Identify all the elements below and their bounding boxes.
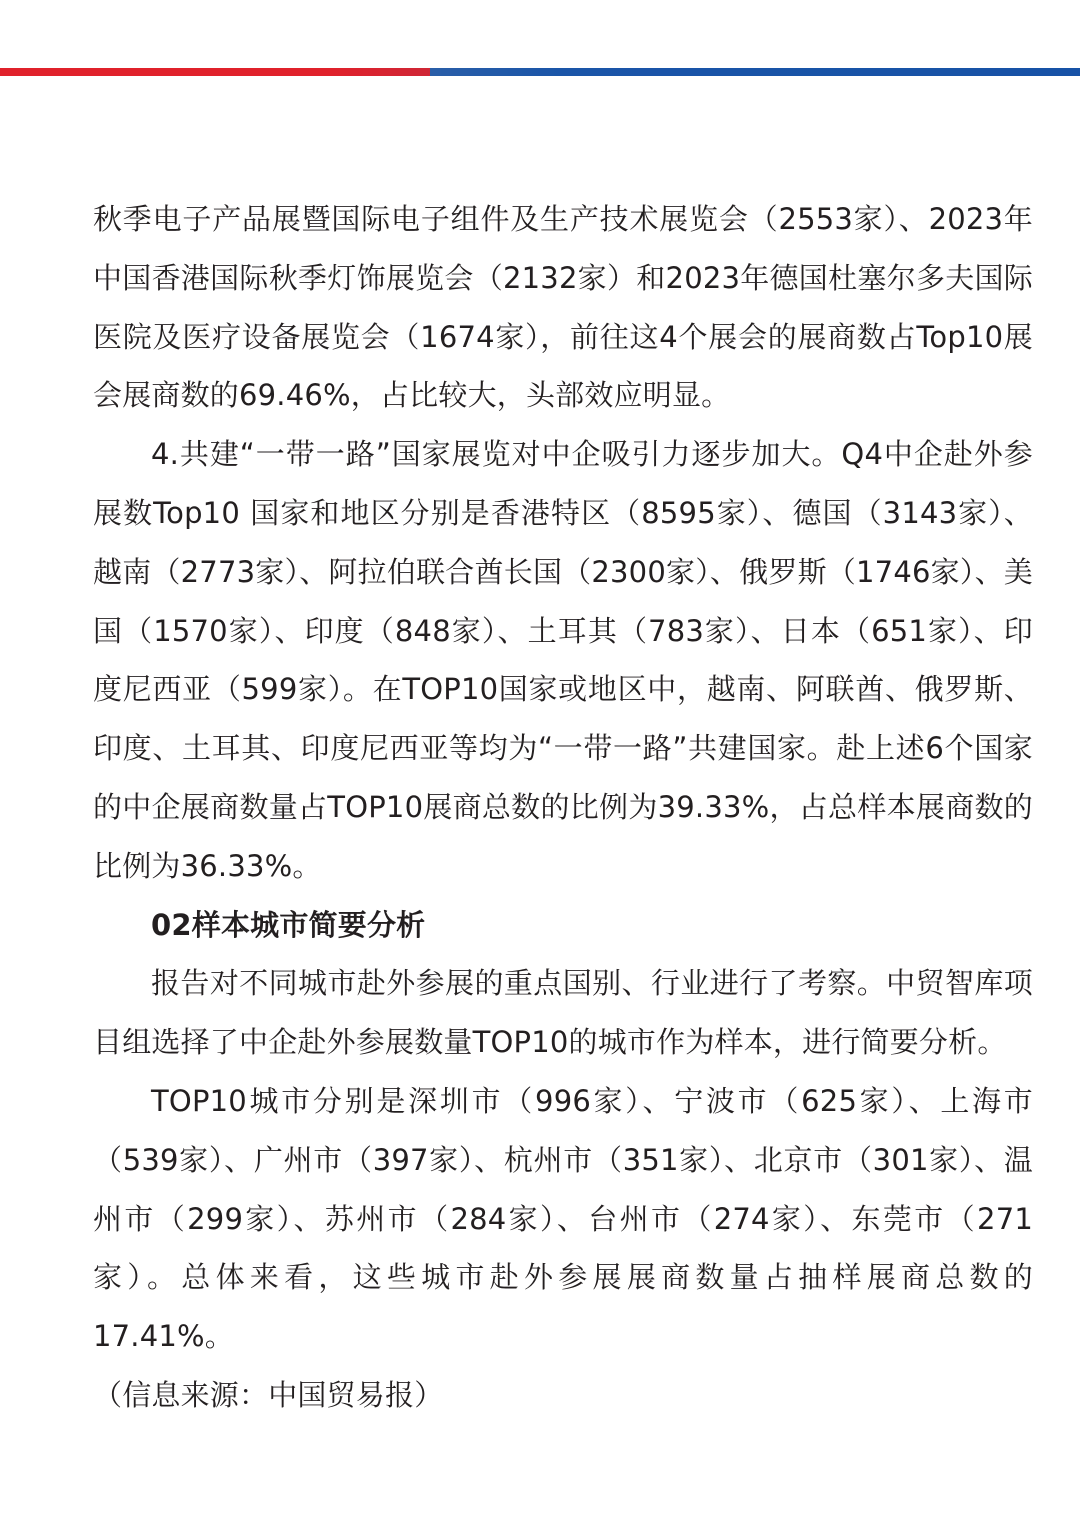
paragraph-exhibitions-continued: 秋季电子产品展暨国际电子组件及生产技术展览会（2553家）、2023年中国香港国际秋季灯饰展览会（2132家）和2023年德国杜塞尔多夫国际医院及医疗设备展览会（1674家），前往这4个展会的展商数占Top10展会展商数的69.46%，占比较大，头部效应明显。 [93, 202, 1033, 413]
paragraph-city-analysis-intro: 报告对不同城市赴外参展的重点国别、行业进行了考察。中贸智库项目组选择了中企赴外参展数量TOP10的城市作为样本，进行简要分析。 [93, 966, 1033, 1060]
paragraph-top10-cities: TOP10城市分别是深圳市（996家）、宁波市（625家）、上海市（539家）、广州市（397家）、杭州市（351家）、北京市（301家）、温州市（299家）、苏州市（284家）、台州市（274家）、东莞市（271家）。总体来看，这些城市赴外参展展商数量占抽样展商总数的17.41%。 [93, 1083, 1033, 1354]
source-attribution: （信息来源：中国贸易报） [93, 1377, 444, 1412]
header-rule-blue-segment [430, 68, 1080, 76]
header-rule-red-segment [0, 68, 470, 76]
header-color-rule [0, 68, 1080, 76]
paragraph-belt-and-road-countries: 4.共建“一带一路”国家展览对中企吸引力逐步加大。Q4中企赴外参展数Top10 国家和地区分别是香港特区（8595家）、德国（3143家）、越南（2773家）、阿拉伯联合酋长国（2300家）、俄罗斯（1746家）、美国（1570家）、印度（848家）、土耳其（783家）、日本（651家）、印度尼西亚（599家）。在TOP10国家或地区中，越南、阿联酋、俄罗斯、印度、土耳其、印度尼西亚等均为“一带一路”共建国家。赴上述6个国家的中企展商数量占TOP10展商总数的比例为39.33%，占总样本展商数的比例为36.33%。 [93, 437, 1033, 883]
article-body [93, 190, 1033, 1425]
section-heading-sample-cities: 02样本城市简要分析 [151, 907, 426, 942]
